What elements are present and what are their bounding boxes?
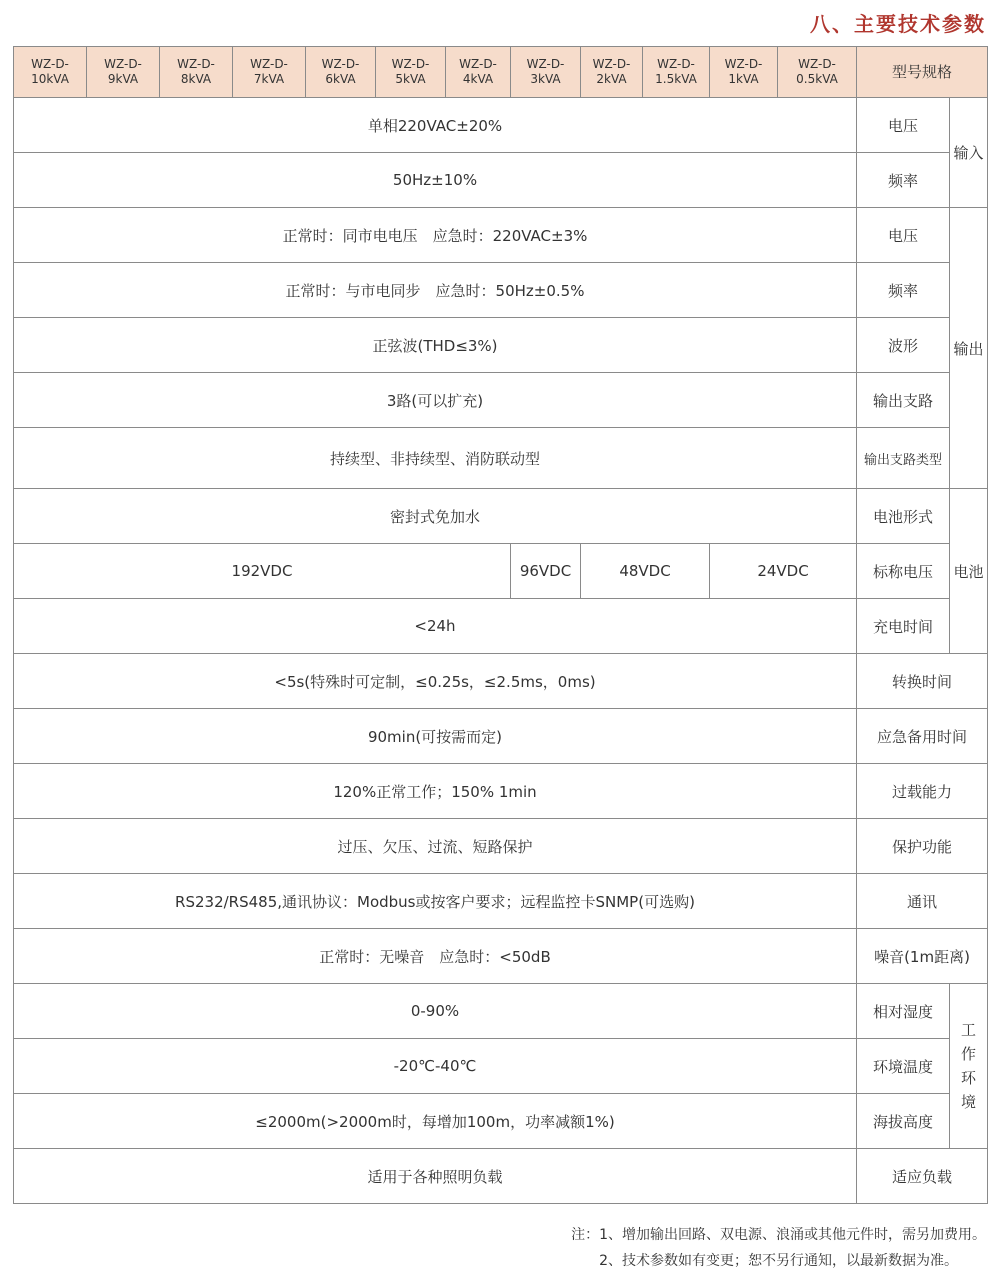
model-spec-label: 型号规格: [857, 47, 988, 98]
input-voltage-value: 单相220VAC±20%: [14, 98, 857, 153]
model-cell: WZ-D- 10kVA: [14, 47, 87, 98]
battery-voltage-48: 48VDC: [581, 544, 710, 599]
output-branches-label: 输出支路: [857, 373, 950, 428]
table-row: [14, 874, 988, 929]
table-row: [14, 764, 988, 819]
table-row: [14, 489, 988, 544]
output-branches-value: 3路(可以扩充): [14, 373, 857, 428]
model-cell: WZ-D- 3kVA: [511, 47, 581, 98]
table-row: [14, 318, 988, 373]
model-cell: WZ-D- 9kVA: [87, 47, 160, 98]
output-frequency-value: 正常时：与市电同步 应急时：50Hz±0.5%: [14, 263, 857, 318]
load-label: 适应负载: [857, 1149, 988, 1204]
header-row: [14, 47, 988, 98]
input-frequency-label: 频率: [857, 153, 950, 208]
output-group-label: 输出: [950, 208, 988, 489]
humidity-label: 相对湿度: [857, 984, 950, 1039]
model-cell: WZ-D- 8kVA: [160, 47, 233, 98]
output-waveform-value: 正弦波(THD≤3%): [14, 318, 857, 373]
humidity-value: 0-90%: [14, 984, 857, 1039]
input-group-label: 输入: [950, 98, 988, 208]
model-cell: WZ-D- 6kVA: [306, 47, 376, 98]
table-row: [14, 599, 988, 654]
output-branch-type-label: 输出支路类型: [857, 428, 950, 489]
table-row: [14, 654, 988, 709]
switch-time-label: 转换时间: [857, 654, 988, 709]
battery-form-label: 电池形式: [857, 489, 950, 544]
output-waveform-label: 波形: [857, 318, 950, 373]
output-frequency-label: 频率: [857, 263, 950, 318]
output-branch-type-value: 持续型、非持续型、消防联动型: [14, 428, 857, 489]
battery-form-value: 密封式免加水: [14, 489, 857, 544]
protection-label: 保护功能: [857, 819, 988, 874]
noise-value: 正常时：无噪音 应急时：<50dB: [14, 929, 857, 984]
table-row: [14, 1094, 988, 1149]
load-value: 适用于各种照明负载: [14, 1149, 857, 1204]
notes: [571, 1222, 986, 1274]
table-row: [14, 263, 988, 318]
input-voltage-label: 电压: [857, 98, 950, 153]
model-cell: WZ-D- 2kVA: [581, 47, 643, 98]
switch-time-value: <5s(特殊时可定制，≤0.25s，≤2.5ms，0ms): [14, 654, 857, 709]
battery-voltage-label: 标称电压: [857, 544, 950, 599]
input-frequency-value: 50Hz±10%: [14, 153, 857, 208]
noise-label: 噪音(1m距离): [857, 929, 988, 984]
model-cell: WZ-D- 1.5kVA: [643, 47, 710, 98]
temperature-label: 环境温度: [857, 1039, 950, 1094]
altitude-value: ≤2000m(>2000m时，每增加100m，功率减额1%): [14, 1094, 857, 1149]
table-row: [14, 709, 988, 764]
table-row: [14, 98, 988, 153]
output-voltage-value: 正常时：同市电电压 应急时：220VAC±3%: [14, 208, 857, 263]
table-row: [14, 929, 988, 984]
protection-value: 过压、欠压、过流、短路保护: [14, 819, 857, 874]
communication-label: 通讯: [857, 874, 988, 929]
note-1: 注：1、增加输出回路、双电源、浪涌或其他元件时，需另加费用。: [571, 1227, 986, 1243]
table-row: [14, 1039, 988, 1094]
battery-voltage-96: 96VDC: [511, 544, 581, 599]
battery-voltage-24: 24VDC: [710, 544, 857, 599]
environment-group-label: 工 作 环 境: [950, 984, 988, 1149]
backup-time-value: 90min(可按需而定): [14, 709, 857, 764]
battery-group-label: 电池: [950, 489, 988, 654]
battery-voltage-192: 192VDC: [14, 544, 511, 599]
overload-label: 过载能力: [857, 764, 988, 819]
table-row: [14, 1149, 988, 1204]
communication-value: RS232/RS485,通讯协议：Modbus或按客户要求；远程监控卡SNMP(可选购): [14, 874, 857, 929]
model-cell: WZ-D- 5kVA: [376, 47, 446, 98]
model-cell: WZ-D- 0.5kVA: [778, 47, 857, 98]
table-row: [14, 208, 988, 263]
spec-table: [13, 46, 988, 1204]
altitude-label: 海拔高度: [857, 1094, 950, 1149]
note-2: 2、技术参数如有变更；恕不另行通知，以最新数据为准。: [571, 1253, 958, 1269]
output-voltage-label: 电压: [857, 208, 950, 263]
overload-value: 120%正常工作；150% 1min: [14, 764, 857, 819]
backup-time-label: 应急备用时间: [857, 709, 988, 764]
model-cell: WZ-D- 1kVA: [710, 47, 778, 98]
model-cell: WZ-D- 7kVA: [233, 47, 306, 98]
battery-charge-label: 充电时间: [857, 599, 950, 654]
model-cell: WZ-D- 4kVA: [446, 47, 511, 98]
table-row: [14, 373, 988, 428]
table-row: [14, 153, 988, 208]
temperature-value: -20℃-40℃: [14, 1039, 857, 1094]
page-title: 八、主要技术参数: [810, 12, 986, 36]
table-row: [14, 544, 988, 599]
table-row: [14, 819, 988, 874]
table-row: [14, 428, 988, 489]
table-row: [14, 984, 988, 1039]
battery-charge-value: <24h: [14, 599, 857, 654]
